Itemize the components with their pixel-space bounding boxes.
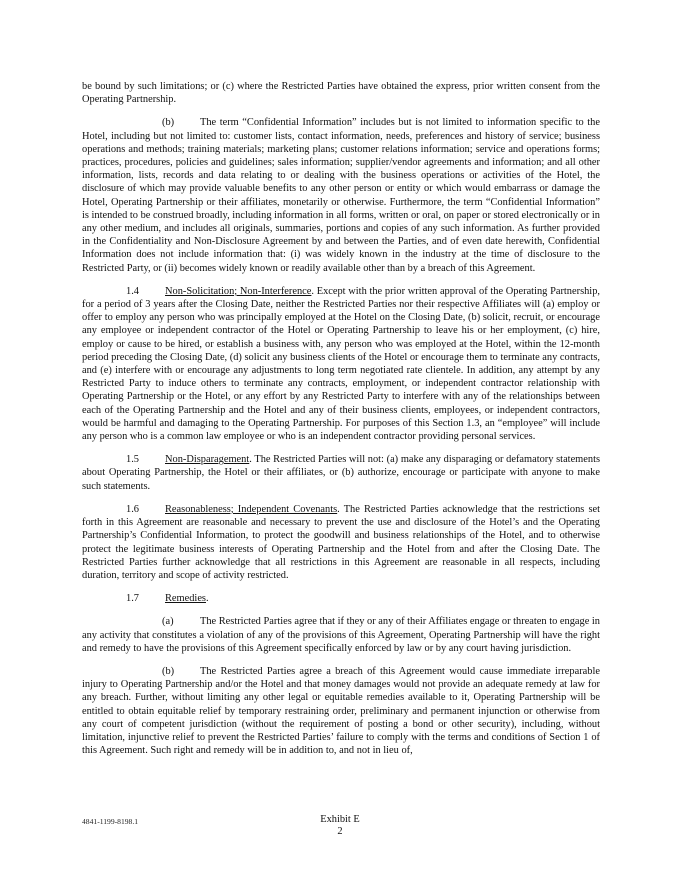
- footer-exhibit: [240, 814, 440, 838]
- section-1-6: 1.6 Reasonableness; Independent Covenants. The Restricted Parties acknowledge that the restrictions set forth in this Agreement are reasonable and necessary to prevent the use and disclosure of the Hotel’s and the Operating Partnership’s Confidential Information, to protect the goodwill and business relationships of the Hotel, and to otherwise protect the legitimate business interests of Operating Partnership and the Hotel from and after the Closing Date. The Restricted Parties further acknowledge that all restrictions in this Agreement are reasonable in all respects, including duration, territory and scope of activity restricted.: [82, 503, 600, 581]
- exhibit-label: Exhibit E: [320, 814, 360, 825]
- section-number: 1.7: [126, 593, 139, 605]
- paragraph-number: (a): [162, 616, 174, 628]
- section-number: 1.6: [126, 503, 139, 515]
- page-number: 2: [337, 826, 343, 837]
- section-heading: Remedies: [165, 593, 206, 605]
- section-1-7: 1.7 Remedies.: [126, 593, 209, 605]
- footer-document-id: 4841-1199-8198.1: [82, 817, 139, 826]
- section-1-5: 1.5 Non-Disparagement. The Restricted Parties will not: (a) make any disparaging or defamatory statements about Operating Partnership, the Hotel or their affiliates, or (b) authorize, encourage or participate with anyone to make such statements.: [82, 454, 600, 492]
- section-1-7-b: (b) The Restricted Parties agree a breach of this Agreement would cause immediate irreparable injury to Operating Partnership and/or the Hotel and that money damages would not provide an adequate remedy at law for any breach. Further, without limiting any other legal or equitable remedies available to it, Operating Partnership will be entitled to obtain equitable relief by temporary restraining order, preliminary and permanent injunction or otherwise from any court of competent jurisdiction (without the requirement of posting a bond or other security), including, without limitation, injunctive relief to prevent the Restricted Parties’ failure to comply with the terms and conditions of Section 1 of this Agreement. Such right and remedy will be in addition to, and not in lieu of,: [82, 665, 600, 757]
- section-1-4: 1.4 Non-Solicitation; Non-Interference. Except with the prior written approval of the Operating Partnership, for a period of 3 years after the Closing Date, neither the Restricted Parties nor their respective Affiliates will (a) employ or offer to employ any person who was principally employed at the Hotel on the Closing Date, (b) solicit, recruit, or encourage any employee or independent contractor of the Hotel or Operating Partnership to leave his or her employment, (c) hire, employ or cause to be hired, or establish a business with, any person who was employed at the Hotel, within the 12-month period preceding the Closing Date, (d) solicit any business clients of the Hotel or encourage them to terminate any contracts, and (e) interfere with or encourage any adjustments to long term negotiated rate clientele. In addition, any attempt by any Restricted Party to induce others to terminate any contracts, employment, or independent contractor relationship with Operating Partnership or the Hotel, or any effort by any Restricted Party to interfere with any of the relationships between each of the Operating Partnership and the Hotel and any of their business clients, employees, or independent contractors, would be harmful and damaging to the Operating Partnership. For purposes of this Section 1.3, an “employee” will include any person who is a common law employee or who is an independent contractor providing personal services.: [82, 285, 600, 443]
- paragraph-b-confidential-information: (b) The term “Confidential Information” includes but is not limited to information specific to the Hotel, including but not limited to: customer lists, contact information, needs, preferences and history of service; business operations and methods; training materials; marketing plans; customer relations information; service and operations forms; practices, procedures, policies and guidelines; sales information; supplier/vendor agreements and information; and all other information, lists, records and data relating to or dealing with the business operations or activities of the Hotel, the disclosure of which may provide valuable benefits to any other person or entity or which would embarrass or damage the Hotel, Operating Partnership or their affiliates, monetarily or otherwise. Furthermore, the term “Confidential Information” is intended to be construed broadly, including information in all forms, written or oral, on paper or stored electronically or in any other medium, and includes all originals, summaries, portions and copies of any such information. As further provided in the Confidentiality and Non-Disclosure Agreement by and between the Parties, and of even date herewith, Confidential Information does not include information that: (i) was widely known in the industry at the time of disclosure to the Restricted Party, or (ii) becomes widely known or readily available other than by a breach of this Agreement.: [82, 117, 600, 274]
- document-body: [82, 80, 600, 767]
- section-heading: Non-Disparagement: [165, 454, 250, 466]
- paragraph-continuation: be bound by such limitations; or (c) where the Restricted Parties have obtained the express, prior written consent from the Operating Partnership.: [82, 81, 600, 106]
- section-1-7-a: (a) The Restricted Parties agree that if they or any of their Affiliates engage or threaten to engage in any activity that constitutes a violation of any of the provisions of this Agreement, Operating Partnership will have the right and remedy to have the provisions of this Agreement specifically enforced by law or by any court having jurisdiction.: [82, 616, 600, 654]
- section-heading: Non-Solicitation; Non-Interference: [165, 285, 312, 297]
- section-number: 1.5: [126, 454, 139, 466]
- paragraph-number: (b): [162, 117, 175, 129]
- section-number: 1.4: [126, 285, 139, 297]
- paragraph-number: (b): [162, 665, 175, 677]
- section-heading: Reasonableness; Independent Covenants: [165, 503, 338, 515]
